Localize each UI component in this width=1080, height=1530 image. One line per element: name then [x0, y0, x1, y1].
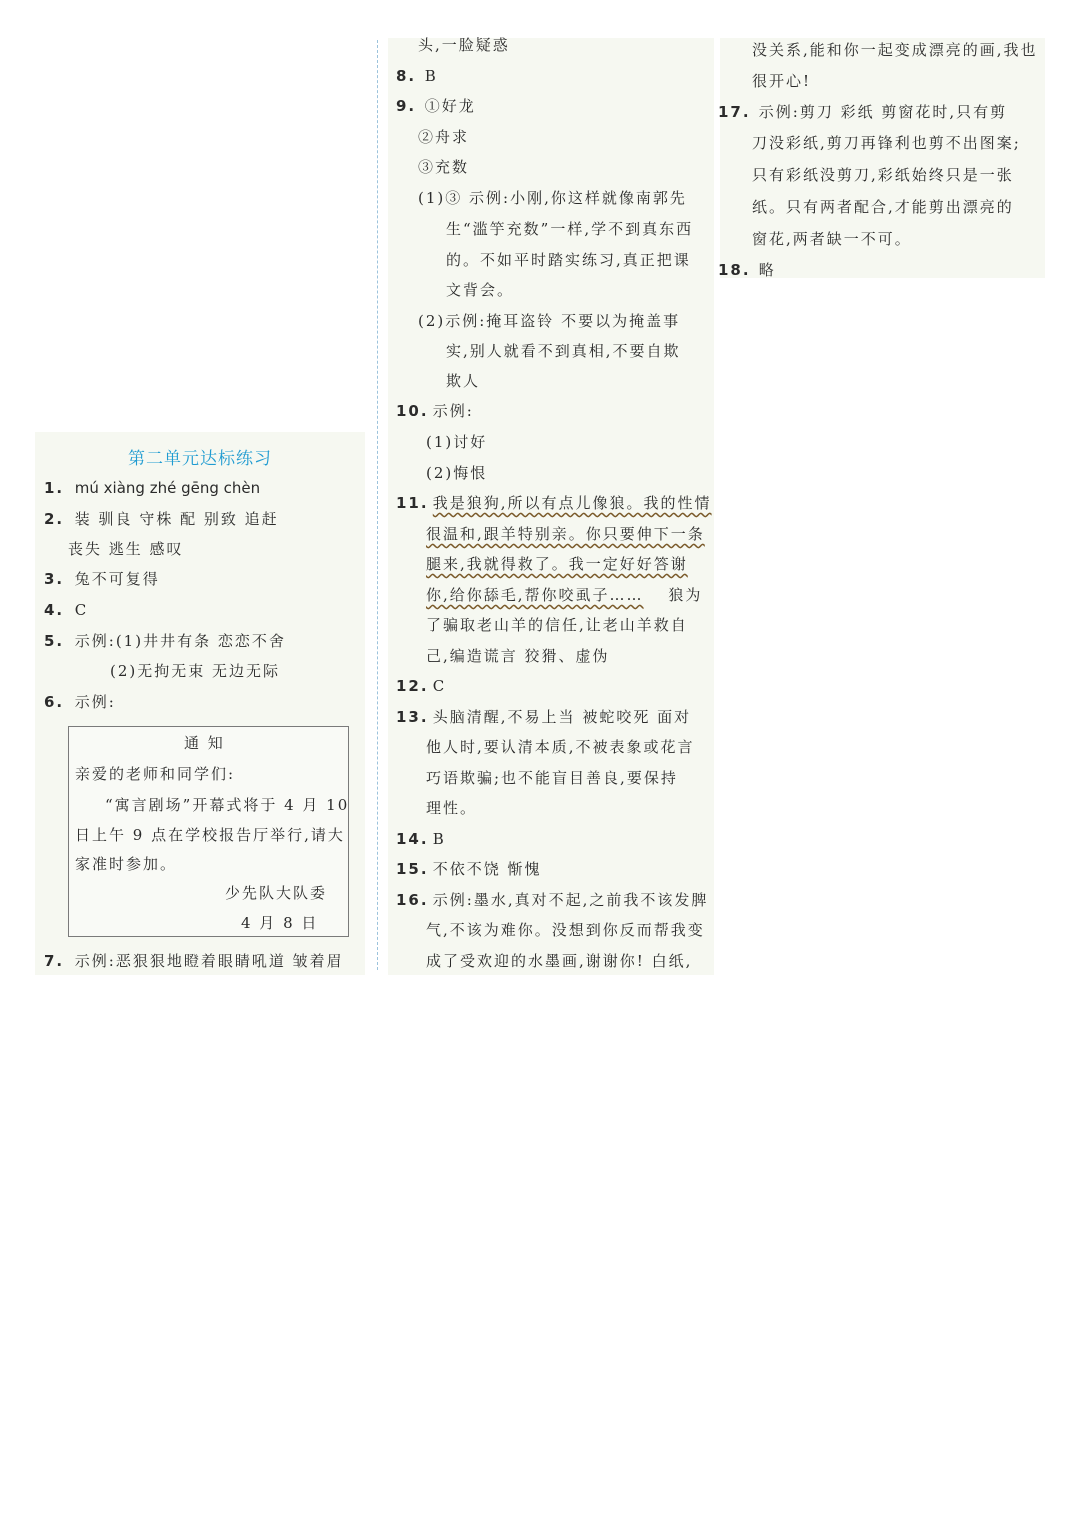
question-9-c: ③充数	[418, 158, 470, 176]
question-number: 8.	[396, 67, 417, 85]
answer-text: 示例:	[432, 402, 474, 420]
question-number: 6.	[44, 693, 65, 711]
question-11-line-6: 己,编造谎言 狡猾、虚伪	[426, 647, 610, 665]
question-9-p1-line-3: 的。不如平时踏实练习,真正把课	[446, 251, 691, 269]
question-17-line-4: 纸。只有两者配合,才能剪出漂亮的	[752, 198, 1014, 216]
answer-text: 兔不可复得	[74, 570, 160, 588]
question-2	[44, 508, 279, 530]
notice-greeting: 亲爱的老师和同学们:	[75, 765, 236, 783]
question-13-line-4: 理性。	[426, 799, 478, 817]
question-9-p2-line-2: 实,别人就看不到真相,不要自欺	[446, 342, 681, 360]
question-18	[718, 259, 776, 281]
question-7	[44, 950, 344, 972]
question-number: 16.	[396, 891, 429, 909]
answer-text: C	[74, 601, 89, 619]
question-3	[44, 568, 160, 590]
answer-text: 示例:(1)井井有条 恋恋不舍	[74, 632, 286, 650]
question-number: 18.	[718, 261, 751, 279]
question-number: 10.	[396, 402, 429, 420]
question-17-line-5: 窗花,两者缺一不可。	[752, 230, 912, 248]
question-13-line-2: 他人时,要认清本质,不被表象或花言	[426, 738, 695, 756]
question-11-line-5: 了骗取老山羊的信任,让老山羊救自	[426, 616, 688, 634]
question-9-b: ②舟求	[418, 128, 470, 146]
question-12	[396, 675, 446, 697]
question-9-p1-line-4: 文背会。	[446, 281, 515, 299]
answer-text: C	[432, 677, 447, 695]
question-4	[44, 599, 88, 621]
answer-text: 装 驯良 守株 配 别致 追赶	[74, 510, 279, 528]
question-11-line-4	[426, 584, 702, 606]
answer-text: 示例:剪刀 彩纸 剪窗花时,只有剪	[758, 103, 1008, 121]
question-number: 17.	[718, 103, 751, 121]
answer-text: 不依不饶 惭愧	[432, 860, 542, 878]
question-9-p2-line-1: (2)示例:掩耳盗铃 不要以为掩盖事	[418, 312, 681, 330]
question-16	[396, 889, 708, 911]
answer-text: B	[424, 67, 438, 85]
continued-text: 头,一脸疑惑	[418, 36, 510, 54]
answer-text: 我是狼狗,所以有点儿像狼。我的性情	[432, 494, 712, 512]
answer-text: mú xiàng zhé gēng chèn	[74, 479, 261, 497]
question-6	[44, 691, 116, 713]
notice-body-line-1: “寓言剧场”开幕式将于 4 月 10	[105, 796, 350, 814]
question-2-line-2: 丧失 逃生 感叹	[68, 540, 184, 558]
question-number: 13.	[396, 708, 429, 726]
answer-text: B	[432, 830, 446, 848]
notice-date: 4 月 8 日	[241, 914, 319, 932]
question-number: 14.	[396, 830, 429, 848]
question-16-line-2: 气,不该为难你。没想到你反而帮我变	[426, 921, 705, 939]
answer-text: 狼为	[668, 586, 703, 604]
question-number: 4.	[44, 601, 65, 619]
question-5	[44, 630, 286, 652]
question-1	[44, 477, 260, 499]
answer-text: 示例:恶狠狠地瞪着眼睛吼道 皱着眉	[74, 952, 344, 970]
notice-body-line-3: 家准时参加。	[75, 855, 178, 873]
question-13	[396, 706, 691, 728]
underlined-text: 你,给你舔毛,帮你咬虱子……	[426, 586, 644, 604]
question-16-line-3: 成了受欢迎的水墨画,谢谢你! 白纸,	[426, 952, 693, 970]
question-number: 9.	[396, 97, 417, 115]
answer-text: 示例:墨水,真对不起,之前我不该发脾	[432, 891, 709, 909]
question-9-p1-line-2: 生“滥竽充数”一样,学不到真东西	[446, 220, 694, 238]
question-17	[718, 101, 1007, 123]
notice-body-line-2: 日上午 9 点在学校报告厅举行,请大	[75, 826, 345, 844]
question-10-b: (2)悔恨	[426, 464, 488, 482]
question-9-p1-line-1: (1)③ 示例:小刚,你这样就像南郭先	[418, 189, 687, 207]
question-number: 2.	[44, 510, 65, 528]
question-10	[396, 400, 474, 422]
section-title: 第二单元达标练习	[128, 449, 272, 469]
question-13-line-3: 巧语欺骗;也不能盲目善良,要保持	[426, 769, 678, 787]
answer-text: ①好龙	[424, 97, 476, 115]
notice-heading: 通 知	[184, 734, 225, 752]
notice-box	[68, 726, 349, 937]
answer-text: 示例:	[74, 693, 116, 711]
column-divider	[377, 40, 378, 970]
question-17-line-2: 刀没彩纸,剪刀再锋利也剪不出图案;	[752, 134, 1021, 152]
question-11-line-3: 腿来,我就得救了。我一定好好答谢	[426, 555, 688, 573]
question-17-line-3: 只有彩纸没剪刀,彩纸始终只是一张	[752, 166, 1014, 184]
question-10-a: (1)讨好	[426, 433, 488, 451]
question-9	[396, 95, 476, 117]
question-11-line-2: 很温和,跟羊特别亲。你只要伸下一条	[426, 525, 705, 543]
answer-text: 略	[758, 261, 776, 279]
question-9-p2-line-3: 欺人	[446, 372, 481, 390]
continued-text-line-1: 没关系,能和你一起变成漂亮的画,我也	[752, 41, 1038, 59]
question-number: 5.	[44, 632, 65, 650]
question-5-line-2: (2)无拘无束 无边无际	[110, 662, 281, 680]
question-14	[396, 828, 446, 850]
question-number: 1.	[44, 479, 65, 497]
answer-text: 头脑清醒,不易上当 被蛇咬死 面对	[432, 708, 692, 726]
question-number: 15.	[396, 860, 429, 878]
notice-signer: 少先队大队委	[225, 884, 328, 902]
question-8	[396, 65, 438, 87]
question-number: 11.	[396, 494, 429, 512]
question-number: 7.	[44, 952, 65, 970]
question-15	[396, 858, 542, 880]
question-number: 12.	[396, 677, 429, 695]
continued-text-line-2: 很开心!	[752, 72, 812, 90]
question-number: 3.	[44, 570, 65, 588]
question-11	[396, 492, 712, 514]
